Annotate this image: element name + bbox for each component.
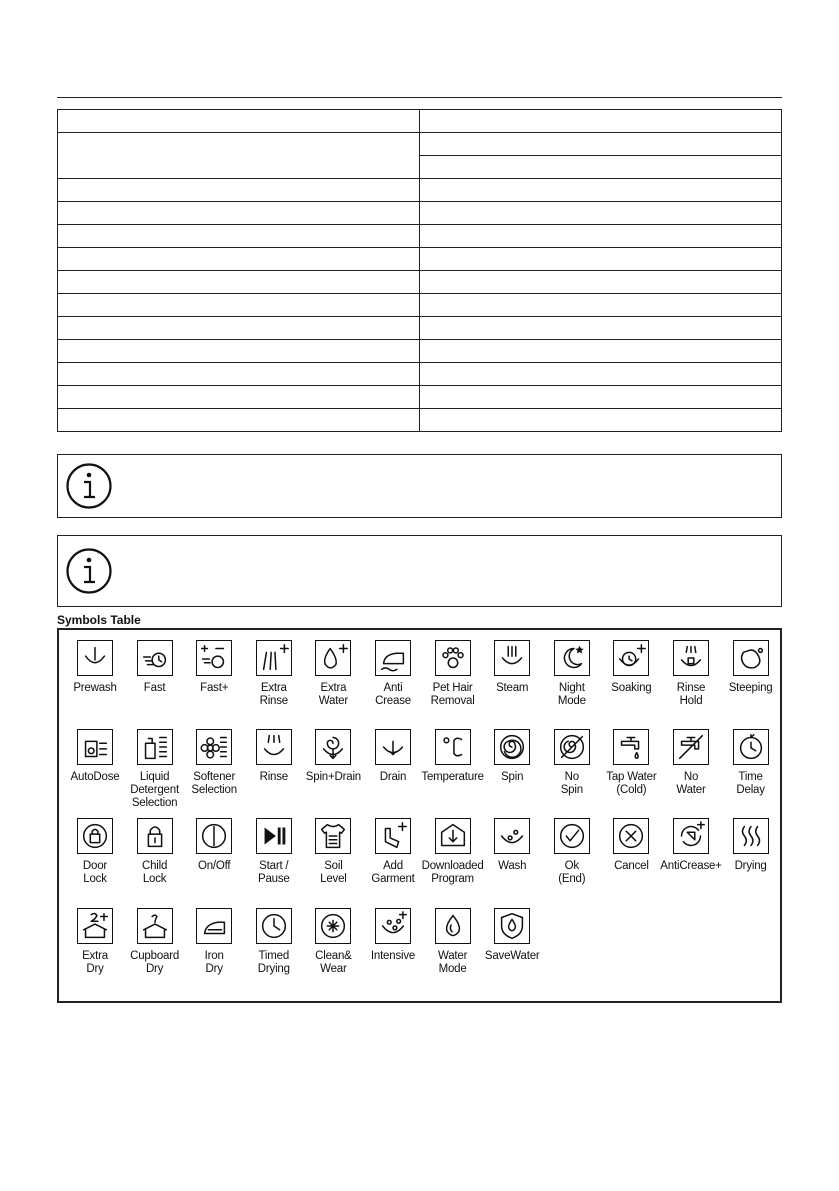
symbol-label: Softener Selection	[191, 771, 237, 796]
table-cell	[58, 179, 420, 202]
symbol-label: Door Lock	[82, 860, 108, 885]
table-cell	[420, 248, 782, 271]
symbol-item	[242, 908, 306, 976]
symbol-item	[599, 818, 663, 873]
symbol-item	[123, 818, 187, 886]
symbol-item	[182, 640, 246, 695]
symbol-item	[480, 818, 544, 873]
symbol-label: Fast	[143, 682, 166, 694]
symbol-item	[659, 640, 723, 708]
table-cell	[420, 271, 782, 294]
extra-rinse-icon	[256, 640, 292, 676]
table-cell	[58, 317, 420, 340]
symbol-label: Water Mode	[437, 950, 468, 975]
cancel-icon	[613, 818, 649, 854]
symbol-item	[540, 729, 604, 797]
specification-table	[57, 109, 782, 432]
add-garment-icon	[375, 818, 411, 854]
temperature-icon	[435, 729, 471, 765]
symbol-label: Soaking	[611, 682, 652, 694]
iron-dry-icon	[196, 908, 232, 944]
symbol-item	[182, 729, 246, 797]
symbol-item	[361, 818, 425, 886]
symbol-label: Wash	[498, 860, 527, 872]
anti-crease-icon	[375, 640, 411, 676]
symbol-label: Spin+Drain	[305, 771, 361, 783]
table-cell	[58, 271, 420, 294]
time-delay-icon	[733, 729, 769, 765]
symbol-label: Rinse	[259, 771, 288, 783]
intensive-icon	[375, 908, 411, 944]
symbol-item	[540, 818, 604, 886]
liquid-detergent-icon	[137, 729, 173, 765]
anticrease-plus-icon	[673, 818, 709, 854]
table-cell	[420, 294, 782, 317]
fast-plus-icon	[196, 640, 232, 676]
symbol-label: AntiCrease+	[660, 860, 722, 872]
symbol-label: AutoDose	[70, 771, 120, 783]
symbol-label: Fast+	[200, 682, 229, 694]
table-cell	[420, 202, 782, 225]
symbol-label: Start / Pause	[257, 860, 290, 885]
symbol-item	[540, 640, 604, 708]
symbol-item	[421, 818, 485, 886]
symbol-item	[659, 818, 723, 873]
symbol-label: On/Off	[197, 860, 231, 872]
info-icon	[65, 462, 113, 510]
symbol-label: Extra Dry	[82, 950, 108, 975]
table-cell	[420, 340, 782, 363]
symbol-label: Rinse Hold	[676, 682, 706, 707]
symbol-item	[242, 818, 306, 886]
table-cell	[58, 363, 420, 386]
symbol-label: Iron Dry	[204, 950, 224, 975]
table-cell	[420, 386, 782, 409]
table-cell	[58, 202, 420, 225]
symbol-item	[63, 908, 127, 976]
ok-icon	[554, 818, 590, 854]
symbol-label: Anti Crease	[375, 682, 411, 707]
cupboard-dry-icon	[137, 908, 173, 944]
wash-icon	[494, 818, 530, 854]
rinse-icon	[256, 729, 292, 765]
symbol-item	[361, 640, 425, 708]
symbol-label: Child Lock	[141, 860, 168, 885]
info-note	[57, 535, 782, 607]
symbol-item	[719, 640, 783, 695]
symbol-label: Spin	[501, 771, 524, 783]
door-lock-icon	[77, 818, 113, 854]
symbol-label: Tap Water (Cold)	[606, 771, 657, 796]
symbol-label: Cancel	[614, 860, 649, 872]
power-icon	[196, 818, 232, 854]
symbol-label: Night Mode	[557, 682, 586, 707]
steam-icon	[494, 640, 530, 676]
symbol-item	[301, 908, 365, 976]
symbol-label: Extra Water	[318, 682, 349, 707]
symbol-label: No Water	[676, 771, 706, 796]
symbol-label: Cupboard Dry	[130, 950, 180, 975]
table-cell	[58, 340, 420, 363]
symbol-item	[301, 729, 365, 784]
symbol-item	[719, 729, 783, 797]
symbol-item	[421, 729, 485, 784]
symbol-item	[301, 818, 365, 886]
table-cell	[58, 225, 420, 248]
save-water-icon	[494, 908, 530, 944]
drain-icon	[375, 729, 411, 765]
symbol-item	[599, 729, 663, 797]
soil-level-icon	[315, 818, 351, 854]
symbol-item	[242, 640, 306, 708]
symbol-item	[301, 640, 365, 708]
drying-icon	[733, 818, 769, 854]
symbol-item	[242, 729, 306, 784]
symbol-label: Clean& Wear	[315, 950, 352, 975]
tap-water-icon	[613, 729, 649, 765]
info-note	[57, 454, 782, 518]
table-cell	[58, 133, 420, 179]
symbol-item	[599, 640, 663, 695]
soaking-icon	[613, 640, 649, 676]
table-cell	[420, 363, 782, 386]
symbol-item	[182, 818, 246, 873]
symbol-label: SaveWater	[484, 950, 540, 962]
table-cell	[420, 110, 782, 133]
night-mode-icon	[554, 640, 590, 676]
fast-icon	[137, 640, 173, 676]
symbol-item	[123, 908, 187, 976]
symbol-item	[63, 818, 127, 886]
symbol-label: Intensive	[370, 950, 416, 962]
symbol-item	[480, 729, 544, 784]
clean-wear-icon	[315, 908, 351, 944]
symbol-label: Time Delay	[736, 771, 765, 796]
pet-hair-removal-icon	[435, 640, 471, 676]
no-water-icon	[673, 729, 709, 765]
rinse-hold-icon	[673, 640, 709, 676]
table-cell	[420, 156, 782, 179]
symbol-item	[123, 640, 187, 695]
table-cell	[58, 248, 420, 271]
no-spin-icon	[554, 729, 590, 765]
symbol-label: Soil Level	[320, 860, 347, 885]
symbol-label: Pet Hair Removal	[430, 682, 475, 707]
table-cell	[58, 409, 420, 432]
water-mode-icon	[435, 908, 471, 944]
symbols-table-heading: Symbols Table	[57, 613, 141, 627]
steeping-icon	[733, 640, 769, 676]
symbol-label: Ok (End)	[558, 860, 586, 885]
autodose-icon	[77, 729, 113, 765]
extra-dry-icon	[77, 908, 113, 944]
spin-drain-icon	[315, 729, 351, 765]
softener-icon	[196, 729, 232, 765]
spin-icon	[494, 729, 530, 765]
table-cell	[420, 409, 782, 432]
symbol-item	[63, 729, 127, 784]
extra-water-icon	[315, 640, 351, 676]
info-icon	[65, 547, 113, 595]
prewash-icon	[77, 640, 113, 676]
table-cell	[420, 179, 782, 202]
symbol-label: Drain	[379, 771, 407, 783]
symbol-label: Steeping	[728, 682, 773, 694]
start-pause-icon	[256, 818, 292, 854]
symbol-item	[480, 640, 544, 695]
symbol-item	[361, 729, 425, 784]
download-icon	[435, 818, 471, 854]
symbol-label: Downloaded Program	[421, 860, 484, 885]
symbol-item	[421, 640, 485, 708]
timed-drying-icon	[256, 908, 292, 944]
table-cell	[58, 294, 420, 317]
symbol-item	[659, 729, 723, 797]
symbol-label: Steam	[496, 682, 529, 694]
table-cell	[420, 133, 782, 156]
table-cell	[58, 386, 420, 409]
symbol-item	[421, 908, 485, 976]
symbols-table	[57, 628, 782, 1003]
table-cell	[420, 317, 782, 340]
symbol-label: Add Garment	[371, 860, 415, 885]
table-cell	[58, 110, 420, 133]
symbol-label: Liquid Detergent Selection	[130, 771, 179, 809]
symbol-label: Temperature	[421, 771, 484, 783]
symbol-item	[480, 908, 544, 963]
symbol-item	[182, 908, 246, 976]
child-lock-icon	[137, 818, 173, 854]
symbol-label: Drying	[734, 860, 767, 872]
symbol-item	[123, 729, 187, 810]
symbol-label: Extra Rinse	[259, 682, 288, 707]
table-cell	[420, 225, 782, 248]
symbol-label: Timed Drying	[257, 950, 290, 975]
symbol-item	[361, 908, 425, 963]
symbol-label: Prewash	[73, 682, 117, 694]
symbol-label: No Spin	[560, 771, 583, 796]
top-divider	[57, 97, 782, 98]
symbol-item	[719, 818, 783, 873]
symbol-item	[63, 640, 127, 695]
